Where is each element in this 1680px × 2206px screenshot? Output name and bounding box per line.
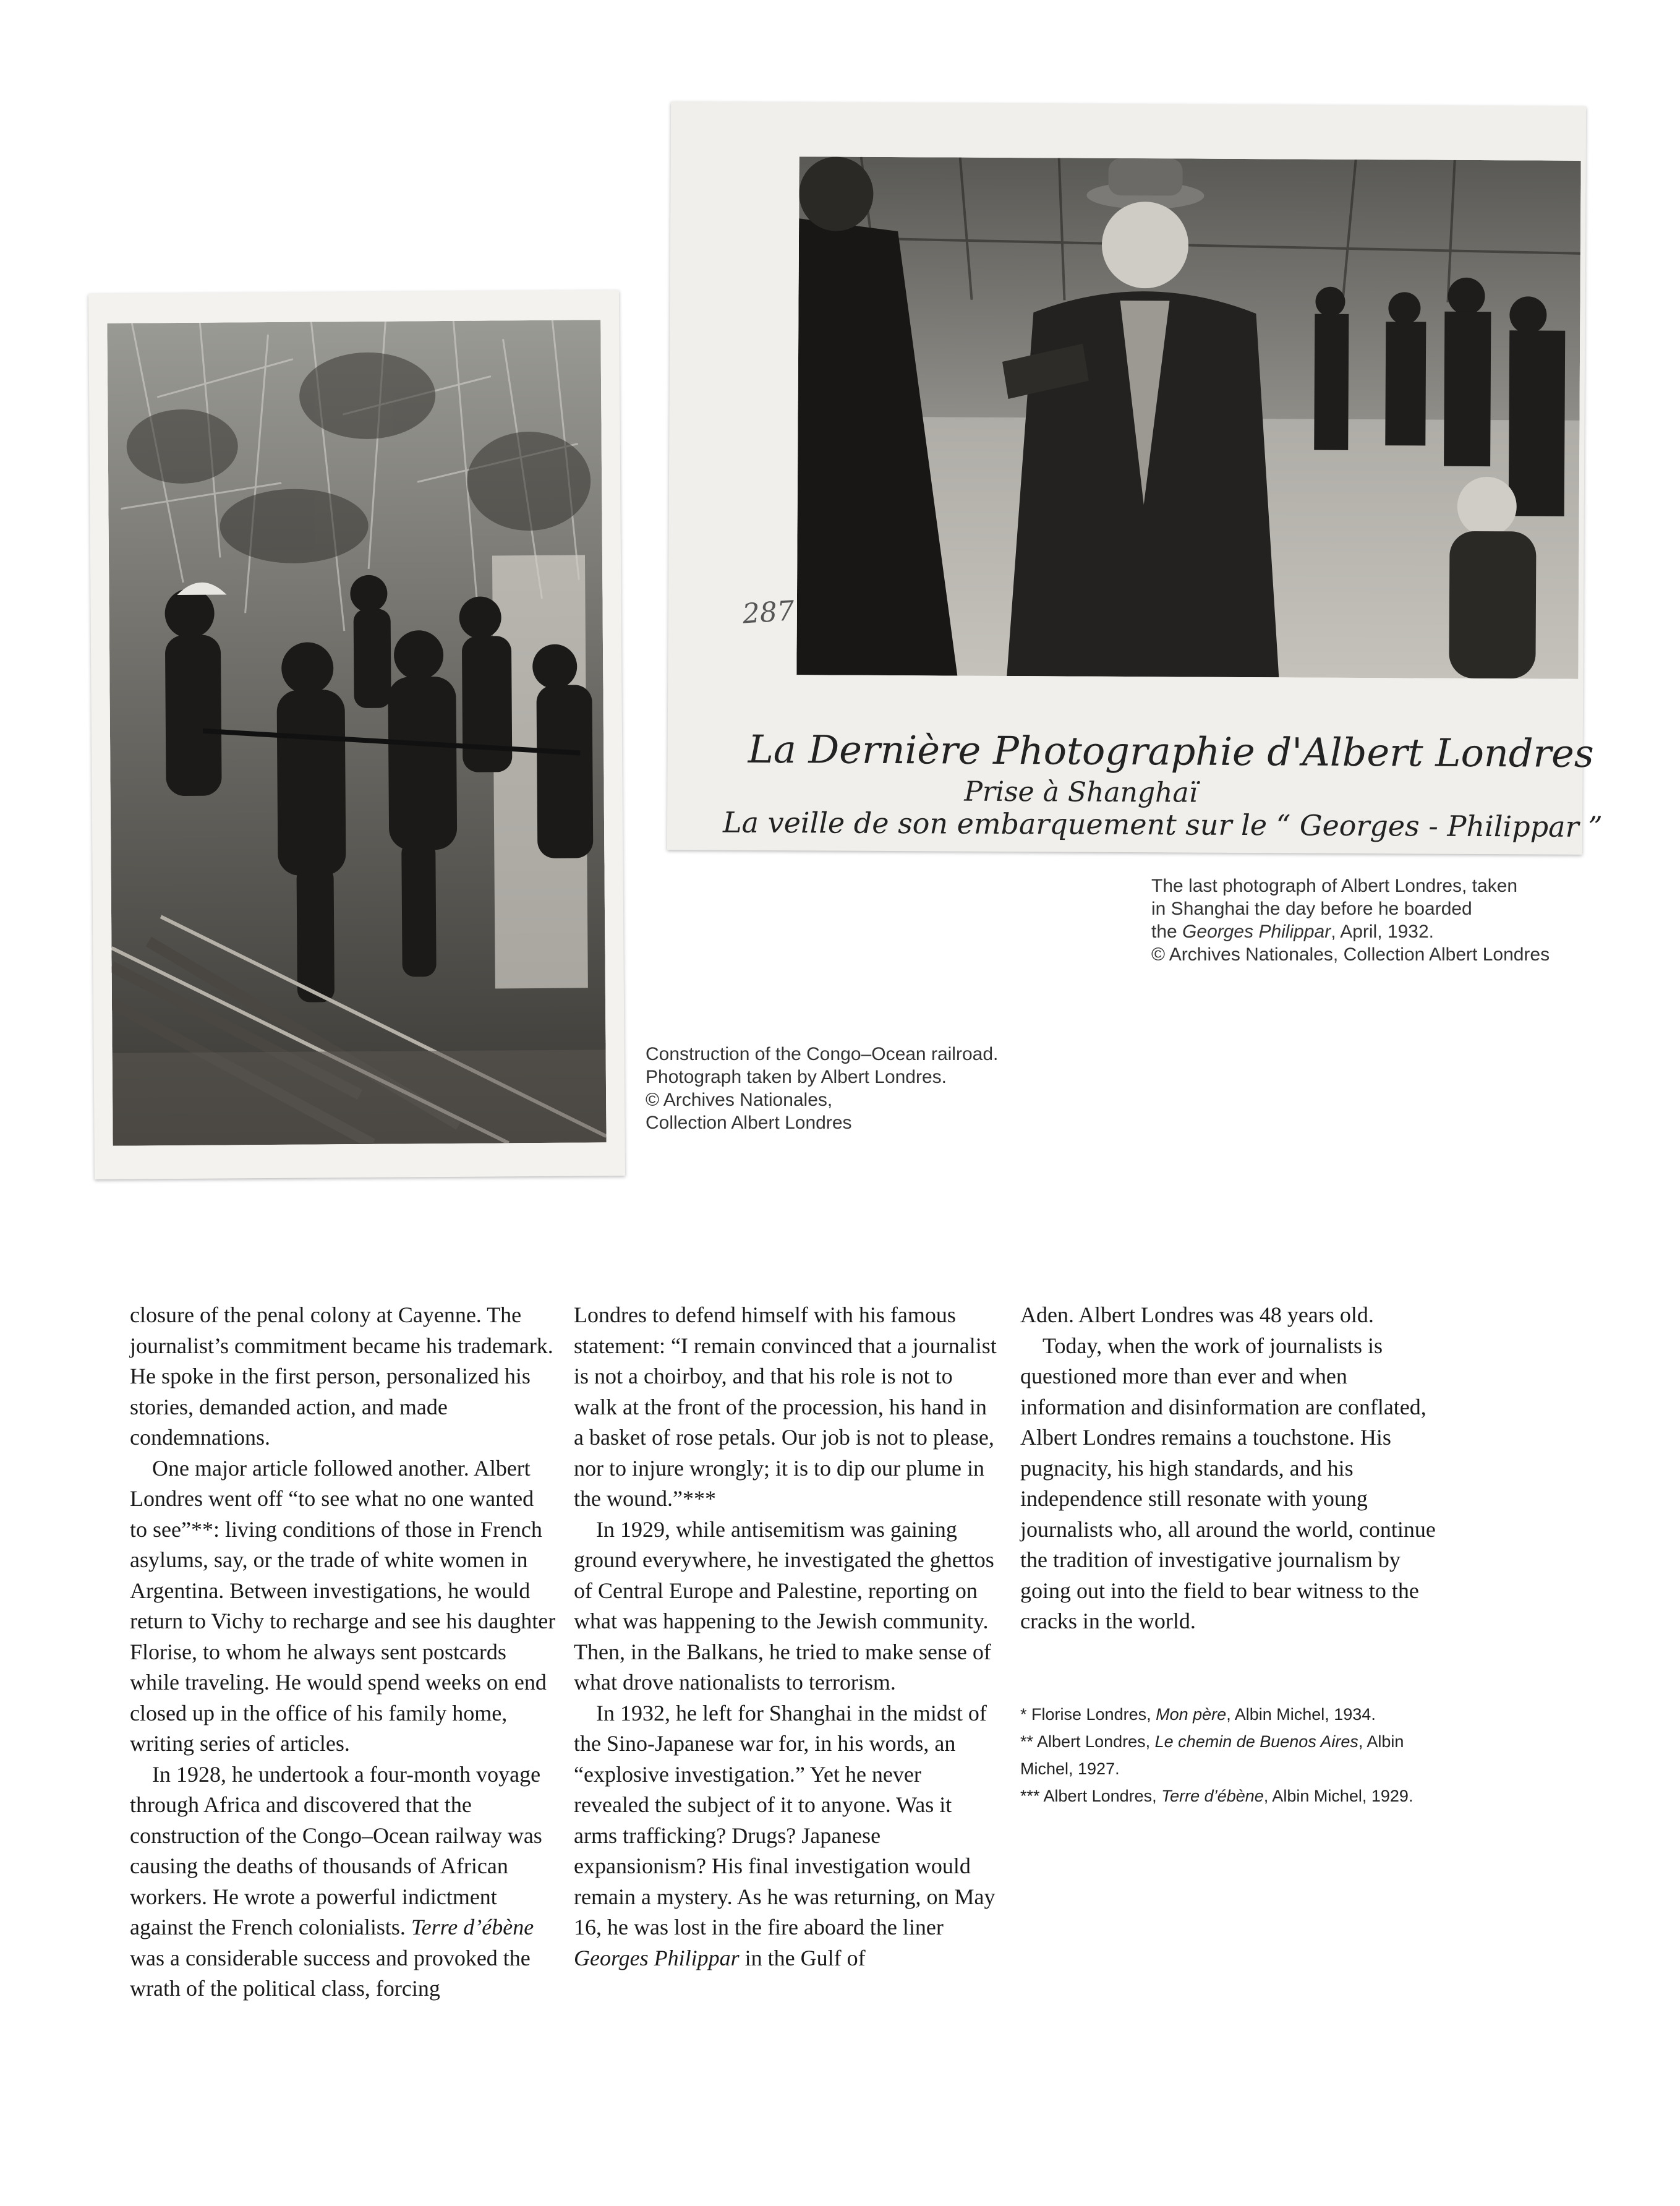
- article-column-3: [1020, 1300, 1447, 1637]
- article-column-1: [130, 1300, 556, 2004]
- paragraph: In 1929, while antisemitism was gaining ground everywhere, he investigated the ghettos of Central Europe and Palestine, reporting on what was happening to the Jewish community. Then, in the Balkans, he tried to make sense of what drove nationalists to terrorism.: [574, 1516, 994, 1695]
- paragraph-text: In 1928, he undertook a four-month voyage through Africa and discovered that the construction of the Congo–Ocean railway was causing the deaths of thousands of African workers. He wrote a powerful indictment against the French colonialists.: [130, 1761, 542, 1939]
- footnote-text: *** Albert Londres,: [1020, 1787, 1162, 1805]
- photo-albert-londres-shanghai: [667, 101, 1603, 855]
- paragraph: [574, 1698, 1000, 1974]
- caption-line: in Shanghai the day before he boarded: [1151, 899, 1472, 919]
- caption-line: [1151, 920, 1550, 943]
- footnote-text: * Florise Londres,: [1020, 1705, 1156, 1724]
- article-column-2: [574, 1300, 1000, 1973]
- handwritten-caption-line-3: La veille de son embarquement sur le “ Georges - Philippar ”: [722, 805, 1603, 844]
- footnote-title: Terre d’ébène: [1161, 1787, 1264, 1805]
- paragraph: Aden. Albert Londres was 48 years old.: [1020, 1302, 1374, 1327]
- caption-line: Photograph taken by Albert Londres.: [646, 1067, 947, 1087]
- footnote-title: Le chemin de Buenos Aires: [1154, 1732, 1358, 1751]
- caption-line: © Archives Nationales, Collection Albert Londres: [1151, 944, 1550, 965]
- paragraph: [130, 1759, 556, 2004]
- footnote-text: , Albin Michel, 1934.: [1226, 1705, 1376, 1724]
- ship-name: Georges Philippar: [574, 1945, 740, 1970]
- handwritten-caption-line-1: La Dernière Photographie d'Albert Londres: [748, 726, 1594, 776]
- caption-line: The last photograph of Albert Londres, taken: [1151, 876, 1518, 896]
- footnote: [1020, 1728, 1441, 1782]
- handwritten-caption-line-2: Prise à Shanghaï: [964, 776, 1198, 809]
- shanghai-photo-svg: [796, 156, 1580, 679]
- footnotes: [1020, 1701, 1441, 1810]
- archive-page-number: 287: [741, 595, 796, 630]
- caption-line: Collection Albert Londres: [646, 1113, 852, 1133]
- footnote-text: , Albin Michel, 1927.: [1020, 1732, 1404, 1778]
- footnote-text: ** Albert Londres,: [1020, 1732, 1155, 1751]
- photo-railroad-construction: [88, 290, 625, 1179]
- caption-line: Construction of the Congo–Ocean railroad.: [646, 1044, 999, 1064]
- paragraph-text: was a considerable success and provoked the wrath of the political class, forcing: [130, 1945, 531, 2001]
- footnote: [1020, 1701, 1441, 1728]
- paragraph-text: In 1932, he left for Shanghai in the midst of the Sino-Japanese war for, in his words, an “explosive investigation.” Yet he never revealed the subject of it to anyone. Was it arms trafficking? Drugs? Japanese expansionism? His final investigation would remain a mystery. As he was returning, on May 16, he was lost in the fire aboard the liner: [574, 1700, 996, 1939]
- shanghai-photo-image: [796, 156, 1580, 679]
- book-title: Terre d’ébène: [411, 1915, 534, 1939]
- caption-text: , April, 1932.: [1331, 921, 1434, 942]
- footnote: [1020, 1782, 1441, 1810]
- paragraph-text: in the Gulf of: [739, 1945, 866, 1970]
- paragraph: One major article followed another. Albert Londres went off “to see what no one wanted to see”**: living conditions of those in French asylums, say, or the trade of white women in Argentina. Between investigations, he would return to Vichy to recharge and see his daughter Florise, to whom he always sent postcards while traveling. He would spend weeks on end closed up in the office of his family home, writing series of articles.: [130, 1455, 556, 1756]
- paragraph: closure of the penal colony at Cayenne. The journalist’s commitment became his trademark. He spoke in the first person, personalized his stories, demanded action, and made condemnations.: [130, 1302, 553, 1450]
- railroad-photo-image: [107, 320, 606, 1146]
- footnote-title: Mon père: [1156, 1705, 1227, 1724]
- caption-text: the: [1151, 921, 1183, 942]
- footnote-text: , Albin Michel, 1929.: [1263, 1787, 1414, 1805]
- caption-line: © Archives Nationales,: [646, 1090, 833, 1110]
- paragraph: Today, when the work of journalists is questioned more than ever and when information and disinformation are conflated, Albert Londres remains a touchstone. His pugnacity, his high standards, and his independence still resonate with young journalists who, all around the world, continue the tradition of investigative journalism by going out into the field to bear witness to the cracks in the world.: [1020, 1333, 1436, 1633]
- paragraph: Londres to defend himself with his famous statement: “I remain convinced that a journalist is not a choirboy, and that his role is not to walk at the front of the procession, his hand in a basket of rose petals. Our job is not to please, nor to injure wrongly; it is to dip our plume in the wound.”***: [574, 1302, 997, 1511]
- railroad-photo-svg: [107, 320, 606, 1146]
- caption-shanghai-photo: [1151, 874, 1550, 966]
- caption-ship-name: Georges Philippar: [1182, 921, 1331, 942]
- caption-railroad-photo: [646, 1043, 998, 1134]
